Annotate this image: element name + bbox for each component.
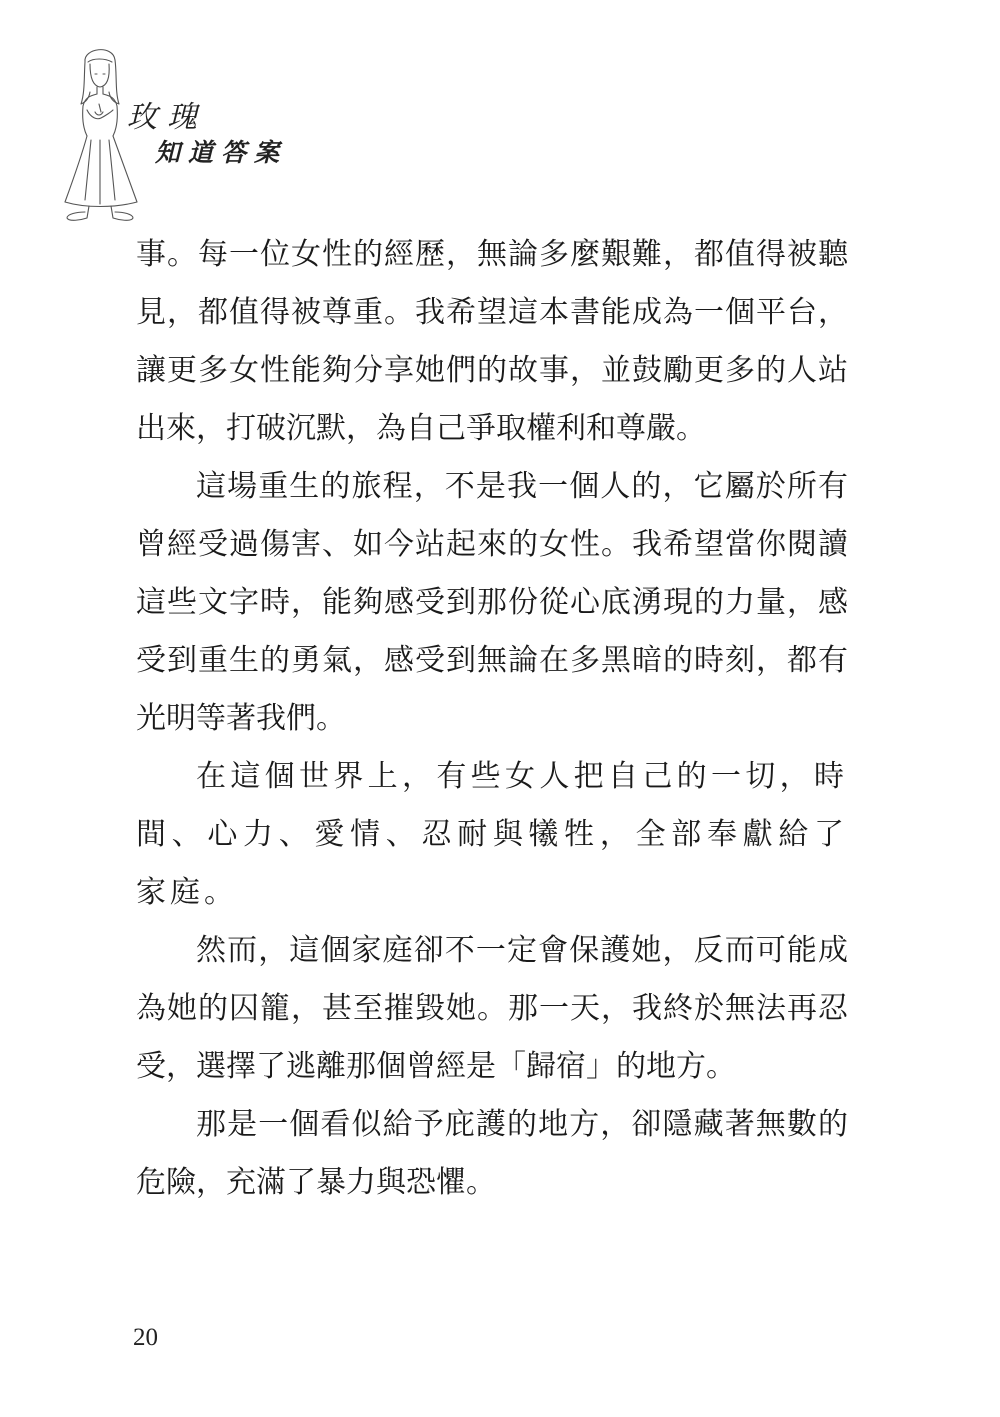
chapter-header <box>55 40 315 230</box>
paragraph: 那是一個看似給予庇護的地方，卻隱藏著無數的危險，充滿了暴力與恐懼。 <box>136 1107 848 1200</box>
paragraph: 在這個世界上，有些女人把自己的一切，時間、心力、愛情、忍耐與犧牲，全部奉獻給了家庭。 <box>136 759 848 910</box>
paragraph: 事。每一位女性的經歷，無論多麼艱難，都值得被聽見，都值得被尊重。我希望這本書能成為一個平台，讓更多女性能夠分享她們的故事，並鼓勵更多的人站出來，打破沉默，為自己爭取權利和尊嚴。 <box>136 237 848 446</box>
body-text <box>136 226 848 1212</box>
chapter-title: 玫瑰 <box>127 100 207 135</box>
chapter-subtitle: 知道答案 <box>155 138 288 167</box>
paragraph: 這場重生的旅程，不是我一個人的，它屬於所有曾經受過傷害、如今站起來的女性。我希望當你閱讀這些文字時，能夠感受到那份從心底湧現的力量，感受到重生的勇氣，感受到無論在多黑暗的時刻，都有光明等著我們。 <box>136 469 848 736</box>
paragraph: 然而，這個家庭卻不一定會保護她，反而可能成為她的囚籠，甚至摧毀她。那一天，我終於無法再忍受，選擇了逃離那個曾經是「歸宿」的地方。 <box>136 933 848 1084</box>
page-number: 20 <box>133 1324 158 1351</box>
